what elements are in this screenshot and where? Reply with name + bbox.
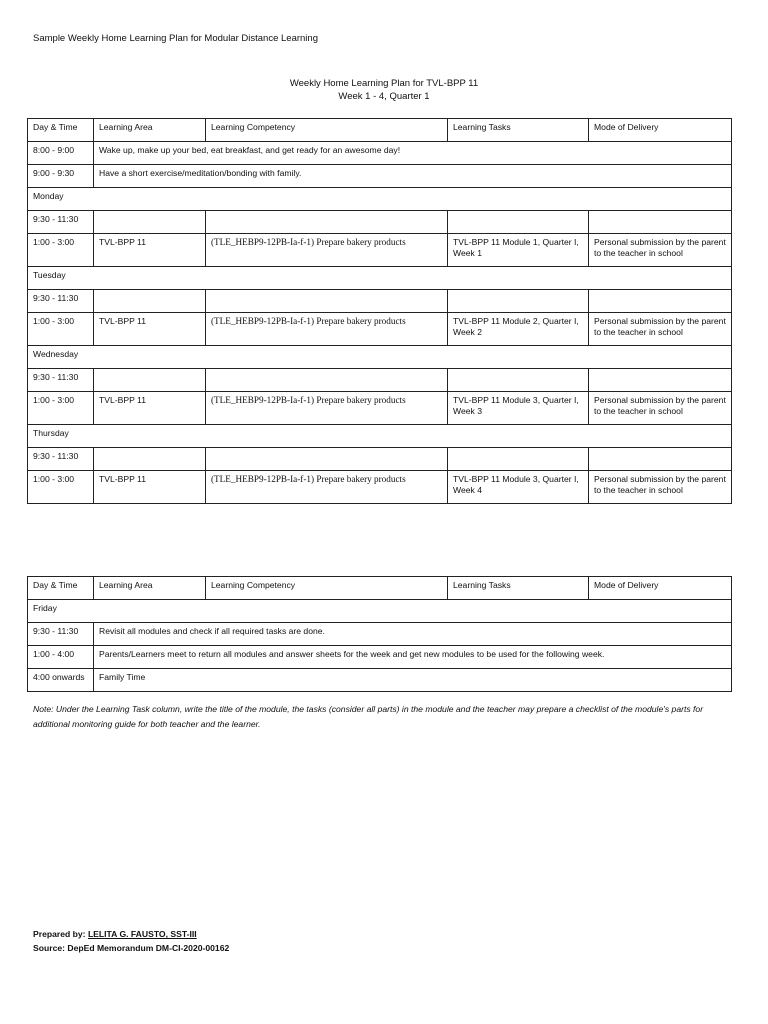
note-text: Note: Under the Learning Task column, write the title of the module, the tasks (consider all parts) in the module and the teacher may prepare a checklist of the module's parts for additional monitoring guide for both teacher and the learner. (33, 704, 704, 729)
time-cell: 9:30 - 11:30 (28, 211, 94, 234)
weekly-plan-table (27, 118, 732, 504)
time-cell: 1:00 - 3:00 (28, 234, 94, 267)
time-cell: 9:30 - 11:30 (28, 369, 94, 392)
column-header: Learning Tasks (448, 577, 589, 600)
delivery-cell: Personal submission by the parent to the teacher in school (589, 234, 732, 267)
preparer-name: LELITA G. FAUSTO, SST-III (87, 929, 197, 939)
learning-area-cell: TVL-BPP 11 (94, 392, 206, 425)
document-title: Sample Weekly Home Learning Plan for Modular Distance Learning (33, 33, 318, 44)
source-text: Source: DepEd Memorandum DM-CI-2020-00162 (33, 943, 230, 953)
competency-cell: (TLE_HEBP9-12PB-Ia-f-1) Prepare bakery products (206, 234, 448, 267)
table-header-row (28, 119, 732, 142)
column-header: Learning Tasks (448, 119, 589, 142)
plan-heading-title: Weekly Home Learning Plan for TVL-BPP 11 (289, 78, 479, 89)
table-row (28, 313, 732, 346)
competency-cell: (TLE_HEBP9-12PB-Ia-f-1) Prepare bakery products (206, 471, 448, 504)
time-cell: 9:30 - 11:30 (28, 290, 94, 313)
table-row (28, 234, 732, 267)
activity-cell: Revisit all modules and check if all required tasks are done. (94, 623, 732, 646)
task-cell: TVL-BPP 11 Module 3, Quarter I, Week 4 (448, 471, 589, 504)
delivery-cell: Personal submission by the parent to the teacher in school (589, 313, 732, 346)
day-row (28, 600, 732, 623)
column-header: Learning Area (94, 577, 206, 600)
plan-heading (0, 77, 768, 103)
table-row (28, 369, 732, 392)
activity-cell: Wake up, make up your bed, eat breakfast, and get ready for an awesome day! (94, 142, 732, 165)
time-cell: 9:30 - 11:30 (28, 448, 94, 471)
task-cell: TVL-BPP 11 Module 1, Quarter I, Week 1 (448, 234, 589, 267)
prepared-by-label: Prepared by: (33, 929, 86, 939)
time-cell: 1:00 - 3:00 (28, 313, 94, 346)
task-cell: TVL-BPP 11 Module 3, Quarter I, Week 3 (448, 392, 589, 425)
learning-area-cell: TVL-BPP 11 (94, 234, 206, 267)
learning-area-cell: TVL-BPP 11 (94, 471, 206, 504)
day-row (28, 267, 732, 290)
table-row (28, 392, 732, 425)
time-cell: 8:00 - 9:00 (28, 142, 94, 165)
time-cell: 9:30 - 11:30 (28, 623, 94, 646)
time-cell: 1:00 - 4:00 (28, 646, 94, 669)
friday-plan-table (27, 576, 732, 692)
activity-cell: Family Time (94, 669, 732, 692)
table-row (28, 669, 732, 692)
table-row (28, 646, 732, 669)
day-row (28, 425, 732, 448)
plan-heading-subtitle: Week 1 - 4, Quarter 1 (338, 91, 430, 102)
learning-area-cell: TVL-BPP 11 (94, 313, 206, 346)
day-label: Monday (28, 188, 732, 211)
day-row (28, 188, 732, 211)
competency-cell: (TLE_HEBP9-12PB-Ia-f-1) Prepare bakery products (206, 392, 448, 425)
column-header: Mode of Delivery (589, 119, 732, 142)
column-header: Day & Time (28, 577, 94, 600)
column-header: Day & Time (28, 119, 94, 142)
time-cell: 4:00 onwards (28, 669, 94, 692)
day-label: Thursday (28, 425, 732, 448)
day-label: Friday (28, 600, 732, 623)
time-cell: 9:00 - 9:30 (28, 165, 94, 188)
column-header: Learning Area (94, 119, 206, 142)
column-header: Learning Competency (206, 119, 448, 142)
column-header: Learning Competency (206, 577, 448, 600)
table-row (28, 165, 732, 188)
table-row (28, 623, 732, 646)
table-row (28, 142, 732, 165)
activity-cell: Have a short exercise/meditation/bonding with family. (94, 165, 732, 188)
day-label: Wednesday (28, 346, 732, 369)
delivery-cell: Personal submission by the parent to the teacher in school (589, 471, 732, 504)
table-row (28, 471, 732, 504)
table-row (28, 448, 732, 471)
competency-cell: (TLE_HEBP9-12PB-Ia-f-1) Prepare bakery products (206, 313, 448, 346)
day-row (28, 346, 732, 369)
time-cell: 1:00 - 3:00 (28, 392, 94, 425)
table-header-row (28, 577, 732, 600)
delivery-cell: Personal submission by the parent to the teacher in school (589, 392, 732, 425)
time-cell: 1:00 - 3:00 (28, 471, 94, 504)
activity-cell: Parents/Learners meet to return all modules and answer sheets for the week and get new modules to be used for the following week. (94, 646, 732, 669)
day-label: Tuesday (28, 267, 732, 290)
table-row (28, 290, 732, 313)
prepared-by (33, 929, 197, 939)
table-row (28, 211, 732, 234)
task-cell: TVL-BPP 11 Module 2, Quarter I, Week 2 (448, 313, 589, 346)
column-header: Mode of Delivery (589, 577, 732, 600)
